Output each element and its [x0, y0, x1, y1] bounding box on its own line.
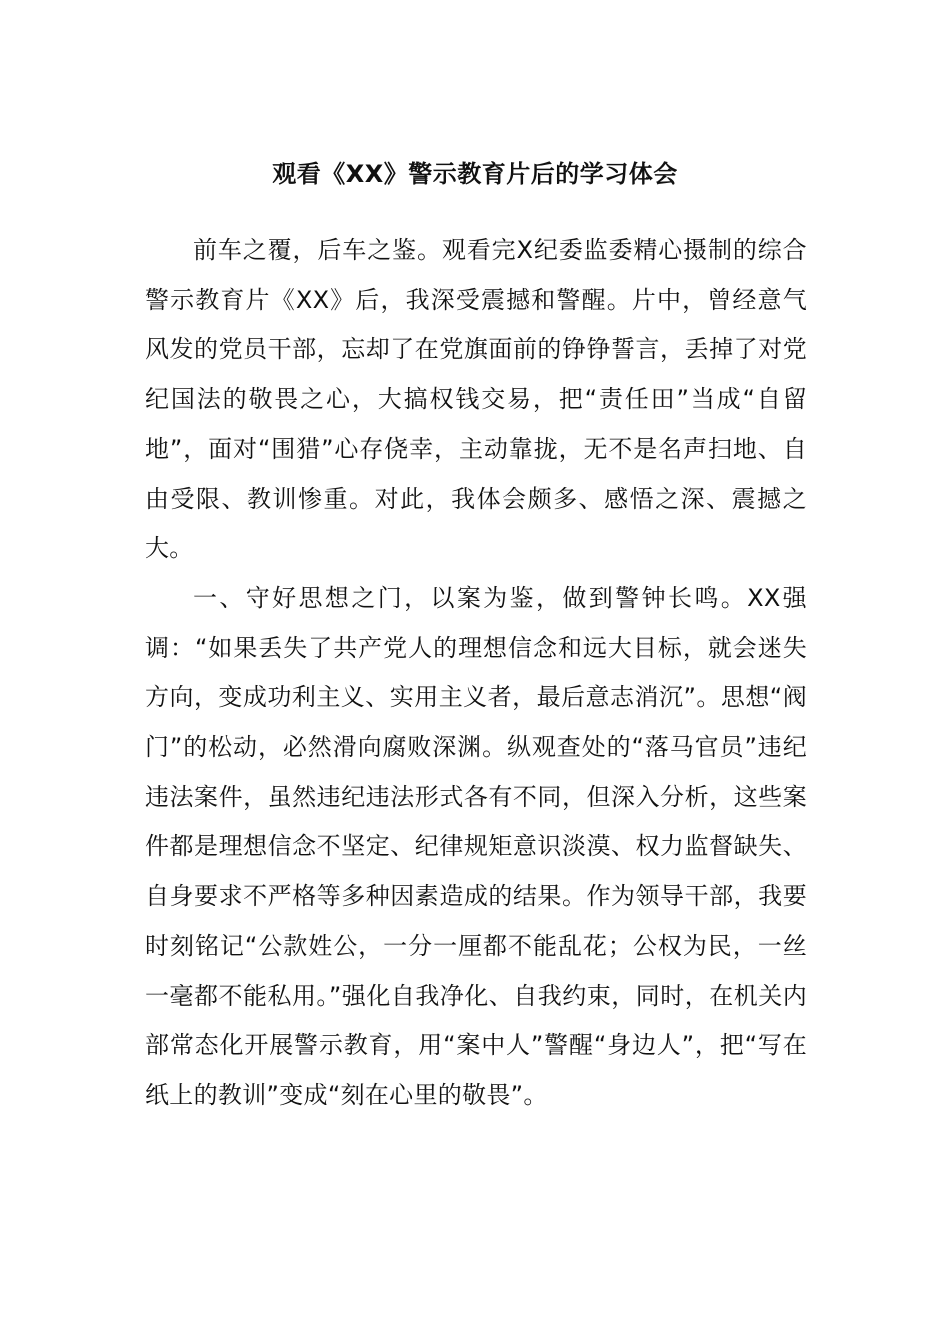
document-title: 观看《XX》警示教育片后的学习体会	[272, 160, 678, 188]
paragraph-section-one: 一、守好思想之门，以案为鉴，做到警钟长鸣。XX强调：“如果丢失了共产党人的理想信念和远大目标，就会迷失方向，变成功利主义、实用主义者，最后意志消沉”。思想“阀门”的松动，必然滑向腐败深渊。纵观查处的“落马官员”违纪违法案件，虽然违纪违法形式各有不同，但深入分析，这些案件都是理想信念不坚定、纪律规矩意识淡漠、权力监督缺失、自身要求不严格等多种因素造成的结果。作为领导干部，我要时刻铭记“公款姓公，一分一厘都不能乱花；公权为民，一丝一毫都不能私用。”强化自我净化、自我约束，同时，在机关内部常态化开展警示教育，用“案中人”警醒“身边人”，把“写在纸上的教训”变成“刻在心里的敬畏”。	[145, 583, 807, 1109]
paragraph-intro: 前车之覆，后车之鉴。观看完X纪委监委精心摄制的综合警示教育片《XX》后，我深受震撼和警醒。片中，曾经意气风发的党员干部，忘却了在党旗面前的铮铮誓言，丢掉了对党纪国法的敬畏之心，大搞权钱交易，把“责任田”当成“自留地”，面对“围猎”心存侥幸，主动靠拢，无不是名声扫地、自由受限、教训惨重。对此，我体会颇多、感悟之深、震撼之大。	[145, 236, 807, 563]
document-body	[145, 226, 807, 1121]
